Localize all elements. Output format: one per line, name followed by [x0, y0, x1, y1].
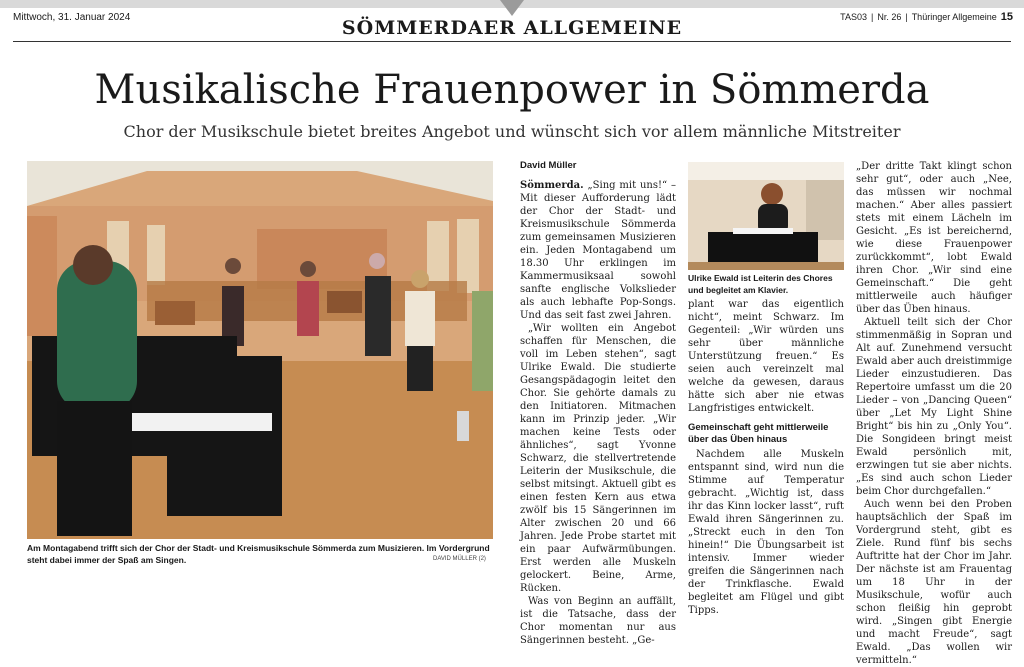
article-subheading: Gemeinschaft geht mittlerweile über das Üben hinaus: [688, 422, 829, 445]
page-number: 15: [1000, 11, 1013, 23]
conductor-photo: [688, 162, 844, 270]
header-rule: [13, 41, 1011, 42]
issue-number: Nr. 26: [877, 12, 902, 22]
paragraph: Was von Beginn an auffällt, ist die Tatsache, dass der Chor momentan nur aus Sängerinnen besteht. „Ge-: [520, 596, 676, 646]
edition-code: TAS03: [840, 12, 867, 22]
paragraph: „Wir wollten ein Angebot schaffen für Menschen, die voll im Leben stehen“, sagt Ulrike Ewald. Die studierte Gesangspädagogin leitet den Chor. Sie gehörte damals zu den Initiatoren. Mitmachen kann im Prinzip jeder. „Wir machen keine Tests oder ähnliches“, sagt Yvonne Schwarz, die stellvertretende Leiterin der Musikschule, die selbst mitsingt. Aktuell gibt es einen festen Kern aus etwa zwölf bis 15 Sängerinnen im Alter zwischen 20 und 66 Jahren. Jede Probe startet mit ein paar Aufwärmübungen. Erst werden alle Muskeln gelockert. Beine, Arme, Rücken.: [520, 323, 676, 594]
article-headline: Musikalische Frauenpower in Sömmerda: [94, 67, 930, 113]
main-photo: [27, 161, 493, 539]
newspaper-name: Thüringer Allgemeine: [911, 12, 997, 22]
article-column-3: [856, 160, 1012, 667]
photo-credit: DAVID MÜLLER (2): [433, 556, 486, 562]
paragraph-text: „Sing mit uns!“ – Mit dieser Aufforderung lädt der Chor der Stadt- und Kreismusikschule Sömmerda zum gemeinsamen Musizieren ein. Jeden Montagabend um 18.30 Uhr erklingen im Kammermusiksaal sowohl sanfte englische Volkslieder als auch lebhafte Pop-Songs. Und das seit fast zwei Jahren.: [520, 180, 676, 321]
section-title: SÖMMERDAER ALLGEMEINE: [341, 17, 683, 39]
paragraph: plant war das eigentlich nicht“, meint Schwarz. Im Gegenteil: „Wir würden uns sehr über männliche Unterstützung freuen.“ Es seien auch vereinzelt mal welche da gewesen, daraus hätte sich aber nie etwas Langfristiges entwickelt.: [688, 299, 844, 414]
dateline-place: Sömmerda.: [520, 180, 584, 191]
main-photo-caption: Am Montagabend trifft sich der Chor der Stadt- und Kreismusikschule Sömmerda zum Musizieren. Im Vordergrund steht dabei immer der Spaß am Singen.: [27, 543, 490, 565]
conductor-photo-caption: Ulrike Ewald ist Leiterin des Chores und begleitet am Klavier.: [688, 273, 833, 295]
page-notch-marker: [500, 0, 524, 16]
issue-meta: TAS03 | Nr. 26 | Thüringer Allgemeine 15: [840, 11, 1013, 23]
paragraph: Nachdem alle Muskeln entspannt sind, wird nun die Stimme auf Temperatur gebracht. „Wichtig ist, dass ihr das Kinn locker lasst“, ruft Ewald ihren Sängerinnen zu. „Streckt euch in den Ton hinein!“ Die Übungsarbeit ist intensiv. Immer wieder greifen die Sängerinnen nach der Trinkflasche. Ewald begleitet am Flügel und gibt Tipps.: [688, 449, 844, 616]
article-column-2: [688, 298, 844, 617]
paragraph: „Der dritte Takt klingt schon sehr gut“, oder auch „Nee, das müssen wir nochmal machen.“ Aber alles passiert stets mit einem Lächeln im Gesicht. „Es ist bereichernd, wie diese Frauenpower zurückkommt“, lobt Ewald ihren Chor. „Wir sind eine Gemeinschaft.“ Die geht mittlerweile auch häufiger über das Üben hinaus.: [856, 161, 1012, 315]
author-byline: David Müller: [520, 160, 577, 171]
article-subheadline: Chor der Musikschule bietet breites Angebot und wünscht sich vor allem männliche Mitstreiter: [123, 122, 901, 141]
paragraph: [520, 179, 676, 322]
article-column-1: [520, 160, 676, 647]
issue-date: Mittwoch, 31. Januar 2024: [13, 12, 131, 23]
paragraph: Auch wenn bei den Proben hauptsächlich der Spaß im Vordergrund steht, gibt es Ziele. Rund fünf bis sechs Auftritte hat der Chor im Jahr. Der nächste ist am Frauentag um 18 Uhr in der Musikschule, wofür auch schon fleißig hin geprobt wird. „Singen gibt Energie und macht Freude“, sagt Ewald. „Das wollen wir vermitteln.“: [856, 499, 1012, 666]
paragraph: Aktuell teilt sich der Chor stimmenmäßig in Sopran und Alt auf. Zunehmend versucht Ewald aber auch dreistimmige Lieder einzustudieren. Das Repertoire umfasst um die 20 Lieder – von „Dancing Queen“ über „Let My Light Shine Bright“ bis hin zu „Only You“. Die Songideen bringt meist Ewald persönlich mit, erzwingen tut sie aber nichts. „Es sind auch schon Lieder beim Chor durchgefallen.“: [856, 317, 1012, 497]
